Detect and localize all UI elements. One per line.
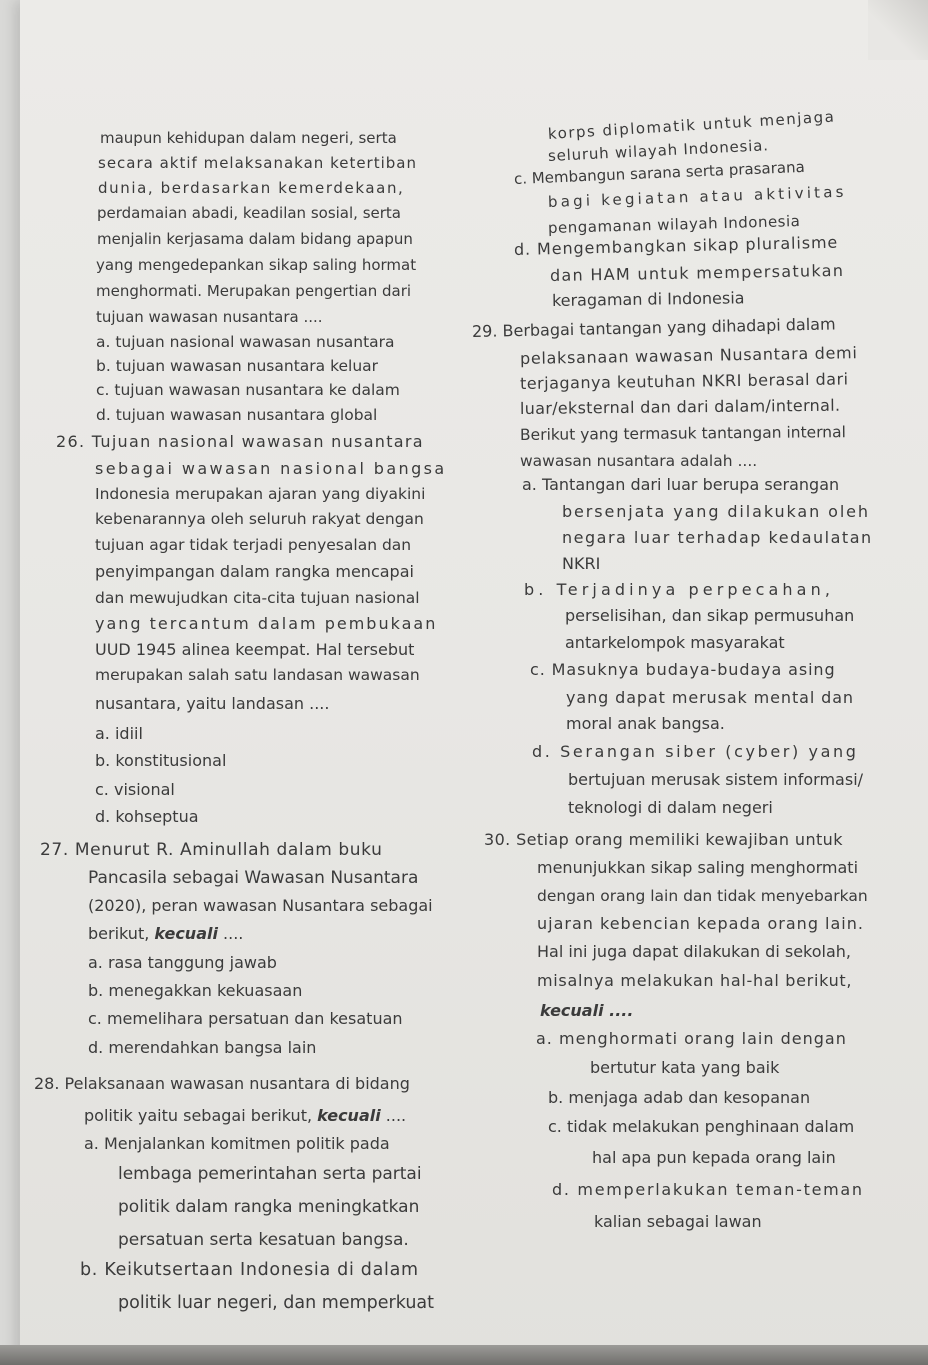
- prev-line: seluruh wilayah Indonesia.: [547, 136, 770, 165]
- question-29-line: luar/eksternal dan dari dalam/internal.: [519, 395, 841, 418]
- option-b: b. Terjadinya perpecahan,: [524, 580, 835, 599]
- option-a-line: bersenjata yang dilakukan oleh: [562, 502, 870, 521]
- question-27-line: Pancasila sebagai Wawasan Nusantara: [88, 868, 419, 888]
- question-30-line: misalnya melakukan hal-hal berikut,: [537, 971, 853, 990]
- intro-line: yang mengedepankan sikap saling hormat: [96, 256, 417, 274]
- option-d: d. merendahkan bangsa lain: [88, 1038, 317, 1057]
- question-30-line: Hal ini juga dapat dilakukan di sekolah,: [537, 942, 852, 961]
- question-26-line: kebenarannya oleh seluruh rakyat dengan: [95, 510, 424, 528]
- prev-line: korps diplomatik untuk menjaga: [547, 107, 836, 143]
- question-28-line: politik yaitu sebagai berikut, kecuali ....: [84, 1106, 407, 1125]
- question-26-line: penyimpangan dalam rangka mencapai: [95, 562, 414, 581]
- option-a: a. tujuan nasional wawasan nusantara: [96, 333, 395, 351]
- question-28-line: politik luar negeri, dan memperkuat: [118, 1293, 434, 1313]
- option-a-line: NKRI: [562, 554, 601, 573]
- option-d-line: kalian sebagai lawan: [594, 1212, 762, 1231]
- question-30-line: kecuali ....: [540, 1001, 634, 1020]
- question-29-line: terjaganya keutuhan NKRI berasal dari: [519, 369, 849, 393]
- question-29: 29. Berbagai tantangan yang dihadapi dalam: [471, 314, 836, 341]
- question-26-line: nusantara, yaitu landasan ....: [95, 694, 330, 713]
- option-c: c. tujuan wawasan nusantara ke dalam: [96, 381, 400, 399]
- question-28-option-a: a. Menjalankan komitmen politik pada: [84, 1134, 390, 1153]
- question-27-line: berikut, kecuali ....: [88, 924, 244, 943]
- question-26-line: UUD 1945 alinea keempat. Hal tersebut: [95, 640, 415, 659]
- option-a: a. menghormati orang lain dengan: [536, 1029, 847, 1048]
- prev-line: c. Membangun sarana serta prasarana: [513, 157, 806, 188]
- option-c-line: yang dapat merusak mental dan: [566, 688, 854, 707]
- question-30: 30. Setiap orang memiliki kewajiban untuk: [484, 830, 843, 849]
- option-d-line: bertujuan merusak sistem informasi/: [568, 770, 864, 789]
- question-30-line: dengan orang lain dan tidak menyebarkan: [537, 887, 868, 905]
- intro-line: perdamaian abadi, keadilan sosial, serta: [97, 204, 401, 222]
- question-30-line: ujaran kebencian kepada orang lain.: [537, 914, 864, 933]
- option-c: c. memelihara persatuan dan kesatuan: [88, 1009, 403, 1028]
- question-29-line: wawasan nusantara adalah ....: [520, 452, 758, 470]
- emphasis-kecuali: kecuali: [317, 1106, 381, 1125]
- question-28-line: persatuan serta kesatuan bangsa.: [118, 1230, 409, 1250]
- question-26-line: yang tercantum dalam pembukaan: [95, 614, 438, 633]
- option-a-line: negara luar terhadap kedaulatan: [562, 528, 873, 547]
- emphasis-kecuali: kecuali: [154, 924, 218, 943]
- prev-line: d. Mengembangkan sikap pluralisme: [513, 232, 839, 259]
- question-26-line: dan mewujudkan cita-cita tujuan nasional: [95, 589, 420, 607]
- option-d: d. memperlakukan teman-teman: [552, 1180, 864, 1199]
- option-c: c. visional: [95, 780, 175, 799]
- question-26-line: tujuan agar tidak terjadi penyesalan dan: [95, 536, 412, 554]
- option-c: c. Masuknya budaya-budaya asing: [530, 660, 836, 679]
- option-b: b. menjaga adab dan kesopanan: [548, 1088, 811, 1107]
- table-edge: [0, 1345, 928, 1365]
- intro-line: maupun kehidupan dalam negeri, serta: [100, 129, 397, 147]
- question-26-line: sebagai wawasan nasional bangsa: [95, 459, 447, 478]
- question-28-line: politik dalam rangka meningkatkan: [118, 1197, 420, 1217]
- question-30-line: menunjukkan sikap saling menghormati: [537, 858, 859, 877]
- question-29-line: Berikut yang termasuk tantangan internal: [519, 423, 846, 444]
- question-28-line: lembaga pemerintahan serta partai: [118, 1164, 422, 1184]
- intro-line: dunia, berdasarkan kemerdekaan,: [98, 179, 405, 197]
- option-a: a. rasa tanggung jawab: [88, 953, 277, 972]
- option-a-line: bertutur kata yang baik: [590, 1058, 780, 1077]
- prev-line: pengamanan wilayah Indonesia: [547, 211, 801, 237]
- option-b: b. menegakkan kekuasaan: [88, 981, 303, 1000]
- intro-line: secara aktif melaksanakan ketertiban: [98, 154, 417, 172]
- option-d: d. tujuan wawasan nusantara global: [96, 406, 378, 424]
- prev-line: dan HAM untuk mempersatukan: [549, 260, 845, 285]
- question-27-line: (2020), peran wawasan Nusantara sebagai: [88, 896, 433, 915]
- question-26-line: Indonesia merupakan ajaran yang diyakini: [95, 485, 426, 503]
- prev-line: keragaman di Indonesia: [551, 288, 745, 310]
- prev-line: bagi kegiatan atau aktivitas: [547, 182, 847, 211]
- intro-line: menghormati. Merupakan pengertian dari: [96, 282, 412, 300]
- option-a: a. idiil: [95, 724, 143, 743]
- option-c: c. tidak melakukan penghinaan dalam: [548, 1117, 855, 1136]
- question-26: 26. Tujuan nasional wawasan nusantara: [56, 432, 424, 451]
- option-d-line: teknologi di dalam negeri: [568, 798, 773, 817]
- option-b-line: perselisihan, dan sikap permusuhan: [565, 606, 855, 625]
- option-d: d. Serangan siber (cyber) yang: [532, 742, 859, 761]
- question-26-line: merupakan salah satu landasan wawasan: [95, 666, 420, 684]
- question-27: 27. Menurut R. Aminullah dalam buku: [40, 840, 383, 860]
- option-d: d. kohseptua: [95, 807, 199, 826]
- option-b: b. konstitusional: [95, 751, 227, 770]
- option-b-line: antarkelompok masyarakat: [565, 633, 785, 652]
- intro-line: menjalin kerjasama dalam bidang apapun: [97, 230, 413, 248]
- option-b: b. tujuan wawasan nusantara keluar: [96, 357, 379, 375]
- option-c-line: moral anak bangsa.: [566, 714, 725, 733]
- emphasis-kecuali: kecuali: [540, 1001, 604, 1020]
- option-a: a. Tantangan dari luar berupa serangan: [522, 475, 840, 494]
- question-29-line: pelaksanaan wawasan Nusantara demi: [519, 343, 858, 368]
- question-28-option-b: b. Keikutsertaan Indonesia di dalam: [80, 1260, 419, 1280]
- question-28: 28. Pelaksanaan wawasan nusantara di bidang: [34, 1074, 410, 1093]
- option-c-line: hal apa pun kepada orang lain: [592, 1148, 836, 1167]
- intro-line: tujuan wawasan nusantara ....: [96, 308, 323, 326]
